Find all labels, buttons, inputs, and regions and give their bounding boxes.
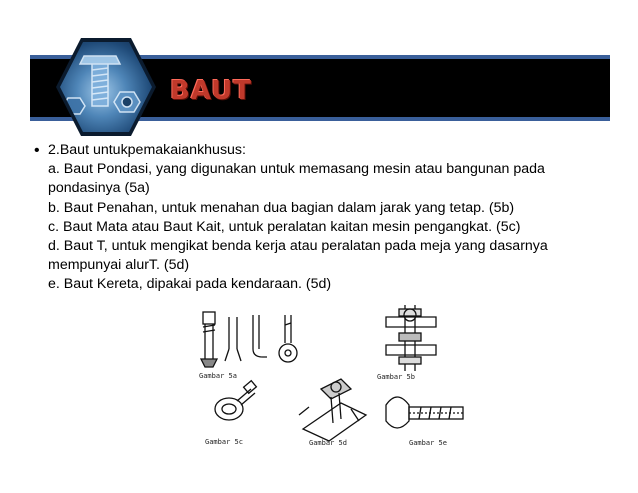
caption-5b: Gambar 5b xyxy=(377,373,415,381)
t-bolt-drawing xyxy=(299,379,366,441)
bullet-content xyxy=(34,141,608,295)
content-line: c. Baut Mata atau Baut Kait, untuk peralatan kaitan mesin pengangkat. (5c) xyxy=(48,218,521,235)
caption-5e: Gambar 5e xyxy=(409,439,447,447)
content-line: d. Baut T, untuk mengikat benda kerja atau peralatan pada meja yang dasarnya xyxy=(48,238,548,255)
content-line: 2.Baut untukpemakaiankhusus: xyxy=(48,142,246,158)
eye-bolt-drawing xyxy=(215,381,256,420)
spacer-bolt-drawing xyxy=(386,305,436,371)
foundation-bolts-drawing xyxy=(201,312,297,367)
content-line: a. Baut Pondasi, yang digunakan untuk memasang mesin atau bangunan pada xyxy=(48,161,545,178)
caption-5c: Gambar 5c xyxy=(205,438,243,446)
bullet-dot-icon: • xyxy=(34,142,40,159)
carriage-bolt-drawing xyxy=(386,397,463,428)
content-line: mempunyai alurT. (5d) xyxy=(48,257,190,274)
bolt-types-figure xyxy=(191,297,476,452)
caption-5a: Gambar 5a xyxy=(199,372,237,380)
caption-5d: Gambar 5d xyxy=(309,439,347,447)
slide-title: BAUT xyxy=(170,76,252,106)
content-line: e. Baut Kereta, dipakai pada kendaraan. (5d) xyxy=(48,276,332,293)
content-line: b. Baut Penahan, untuk menahan dua bagian dalam jarak yang tetap. (5b) xyxy=(48,199,515,216)
content-line: pondasinya (5a) xyxy=(48,180,150,197)
